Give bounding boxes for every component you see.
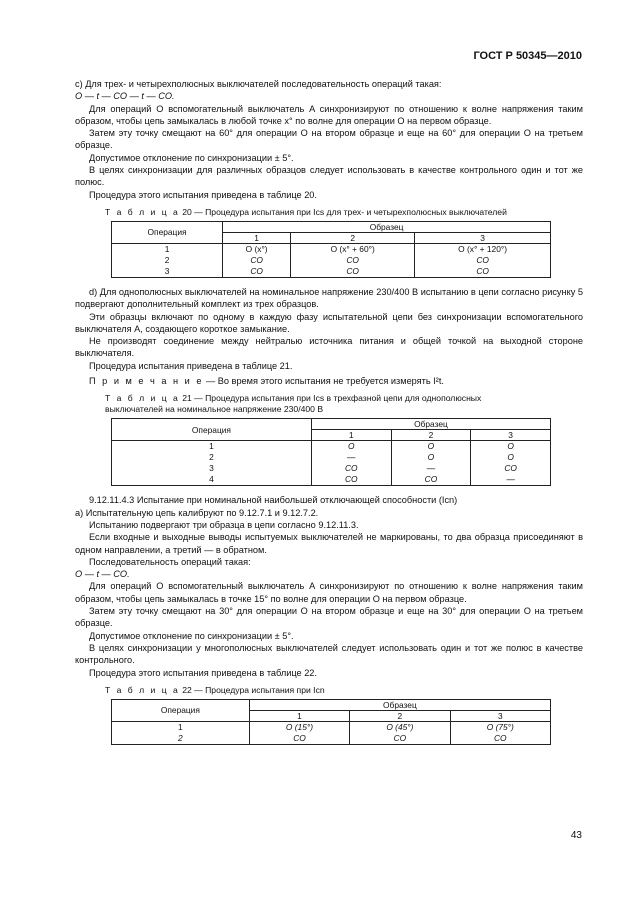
sub-header: 3 [415, 232, 551, 243]
table-cell [112, 441, 312, 486]
operation-sequence: O — t — CO. [75, 569, 130, 580]
cell-text: 2 [209, 452, 214, 463]
sub-header: 1 [311, 430, 391, 441]
paragraph: d) Для однополюсных выключателей на номинальное напряжение 230/400 В испытанию в цепи согласно рисунку 5 подвергают дополнительный комплект из трех образцов. [75, 286, 583, 310]
table-caption-text: 22 — Процедура испытания при Icn [182, 684, 325, 695]
paragraph: Допустимое отклонение по синхронизации ± 5°. [89, 152, 294, 163]
column-header-operation: Операция [112, 221, 223, 243]
cell-text: 4 [209, 474, 214, 485]
table-cell [350, 721, 450, 744]
note-prefix: П р и м е ч а н и е [89, 376, 204, 387]
table-caption [105, 393, 525, 415]
table-caption-prefix: Т а б л и ц а [105, 206, 180, 217]
cell-text: O (75°) [486, 721, 514, 732]
table-cell [450, 721, 550, 744]
table-caption-text: 20 — Процедура испытания при Ics для трех- и четырехполюсных выключателей [182, 206, 507, 217]
table-cell [311, 441, 391, 486]
cell-text: O [507, 452, 514, 463]
cell-text: 1 [178, 721, 183, 732]
column-header-operation: Операция [112, 419, 312, 441]
table-22 [111, 699, 551, 745]
sub-header: 2 [391, 430, 471, 441]
cell-text: CO [344, 463, 358, 474]
cell-text: 1 [209, 441, 214, 452]
section-heading: 9.12.11.4.3 Испытание при номинальной наибольшей отключающей способности (Icn) [89, 495, 458, 506]
paragraph: Если входные и выходные выводы испытуемых выключателей не маркированы, то два образца присоединяют в одном направлении, а третий — в обратном. [75, 532, 583, 555]
cell-text: 1 [164, 243, 170, 254]
table-caption-prefix: Т а б л и ц а [105, 684, 180, 695]
cell-text: CO [344, 474, 358, 485]
cell-text: CO [476, 254, 489, 265]
paragraph: Процедура этого испытания приведена в таблице 20. [89, 189, 317, 200]
cell-text: CO [393, 732, 407, 743]
sub-header: 3 [471, 430, 551, 441]
column-header-sample: Образец [311, 419, 550, 430]
cell-text: CO [494, 732, 507, 743]
cell-text: CO [346, 254, 359, 265]
table-cell [112, 721, 250, 744]
table-row [112, 721, 551, 744]
paragraph: Процедура испытания приведена в таблице 21. [89, 360, 293, 371]
paragraph: Для операций O вспомогательный выключатель A синхронизируют по отношению к волне напряжения таким образом, чтобы цепь замыкалась в любой точке x° по волне для операции O на первом образце. [75, 103, 583, 126]
table-21 [111, 418, 551, 486]
column-header-sample: Образец [249, 699, 550, 710]
paragraph: Затем эту точку смещают на 30° для операции O на втором образце и еще на 30° для операции O на третьем образце. [75, 606, 583, 629]
sub-header: 2 [350, 710, 450, 721]
page-number: 43 [570, 830, 582, 841]
table-cell [415, 243, 551, 277]
cell-text: CO [476, 265, 489, 276]
cell-text: O [427, 452, 435, 463]
cell-text: O (45°) [386, 721, 414, 732]
cell-text: 2 [164, 254, 170, 265]
paragraph: Эти образцы включают по одному в каждую фазу испытательной цепи без синхронизации вспомогательного выключателя A, создающего короткое замыкание. [75, 311, 583, 334]
paragraph: Последовательность операций такая: [89, 556, 251, 567]
paragraph: a) Испытательную цепь калибруют по 9.12.7.1 и 9.12.7.2. [75, 507, 319, 518]
cell-text: — [506, 474, 515, 485]
table-cell [471, 441, 551, 486]
cell-text: 3 [164, 265, 170, 276]
operation-sequence: O — t — CO — t — CO. [75, 91, 175, 102]
cell-text: O [507, 441, 514, 452]
cell-text: O [427, 441, 435, 452]
paragraph: Процедура этого испытания приведена в таблице 22. [89, 667, 317, 678]
table-row [112, 441, 551, 486]
table-cell [249, 721, 349, 744]
table-cell [291, 243, 415, 277]
table-cell [223, 243, 291, 277]
paragraph: Для операций O вспомогательный выключатель A синхронизируют по отношению к волне напряжения таким образом, чтобы цепь замыкалась в точке 15° по волне для операции O на первом образце. [75, 581, 583, 604]
table-row [112, 243, 551, 277]
cell-text: CO [293, 732, 306, 743]
cell-text: O [347, 441, 355, 452]
table-cell [112, 243, 223, 277]
cell-text: CO [346, 265, 359, 276]
table-caption [105, 685, 525, 696]
paragraph: В целях синхронизации для различных образцов следует использовать в качестве контрольного один и тот же полюс. [75, 165, 583, 188]
sub-header: 3 [450, 710, 550, 721]
cell-text: O (x° + 60°) [330, 243, 375, 254]
paragraph: В целях синхронизации у многополюсных выключателей следует использовать один и тот же полюс в качестве контрольного. [75, 642, 583, 666]
page-header: ГОСТ Р 50345—2010 [473, 50, 582, 62]
paragraph: Допустимое отклонение по синхронизации ± 5°. [89, 630, 294, 641]
paragraph: Затем эту точку смещают на 60° для операции O на втором образце и еще на 60° для операции O на третьем образце. [75, 128, 583, 151]
cell-text: — [426, 463, 436, 474]
cell-text: 3 [209, 463, 214, 474]
sub-header: 2 [291, 232, 415, 243]
paragraph: Не производят соединение между нейтралью источника питания и общей точкой на выходной стороне выключателя. [75, 336, 583, 359]
cell-text: CO [250, 265, 263, 276]
paragraph: c) Для трех- и четырехполюсных выключателей последовательность операций такая: [75, 79, 442, 89]
cell-text: — [347, 452, 356, 463]
cell-text: O (15°) [285, 721, 314, 732]
cell-text: CO [250, 254, 263, 265]
table-caption-prefix: Т а б л и ц а [105, 393, 180, 404]
column-header-sample: Образец [223, 221, 551, 232]
sub-header: 1 [249, 710, 349, 721]
note-text: — Во время этого испытания не требуется измерять I²t. [206, 376, 444, 387]
table-20 [111, 221, 551, 278]
note [75, 375, 583, 387]
table-cell [391, 441, 471, 486]
paragraph: Испытанию подвергают три образца в цепи согласно 9.12.11.3. [89, 519, 359, 530]
cell-text: CO [504, 463, 517, 474]
column-header-operation: Операция [112, 699, 250, 721]
cell-text: CO [424, 474, 438, 485]
sub-header: 1 [223, 232, 291, 243]
table-caption [105, 207, 525, 218]
table-caption-text: 21 — Процедура испытания при Ics в трехфазной цепи для однополюсных выключателей на номинальное напряжение 230/400 В [105, 393, 482, 415]
cell-text: O (x°) [245, 243, 268, 254]
cell-text: 2 [178, 732, 183, 743]
cell-text: O (x° + 120°) [458, 243, 507, 254]
page-content [75, 78, 583, 751]
